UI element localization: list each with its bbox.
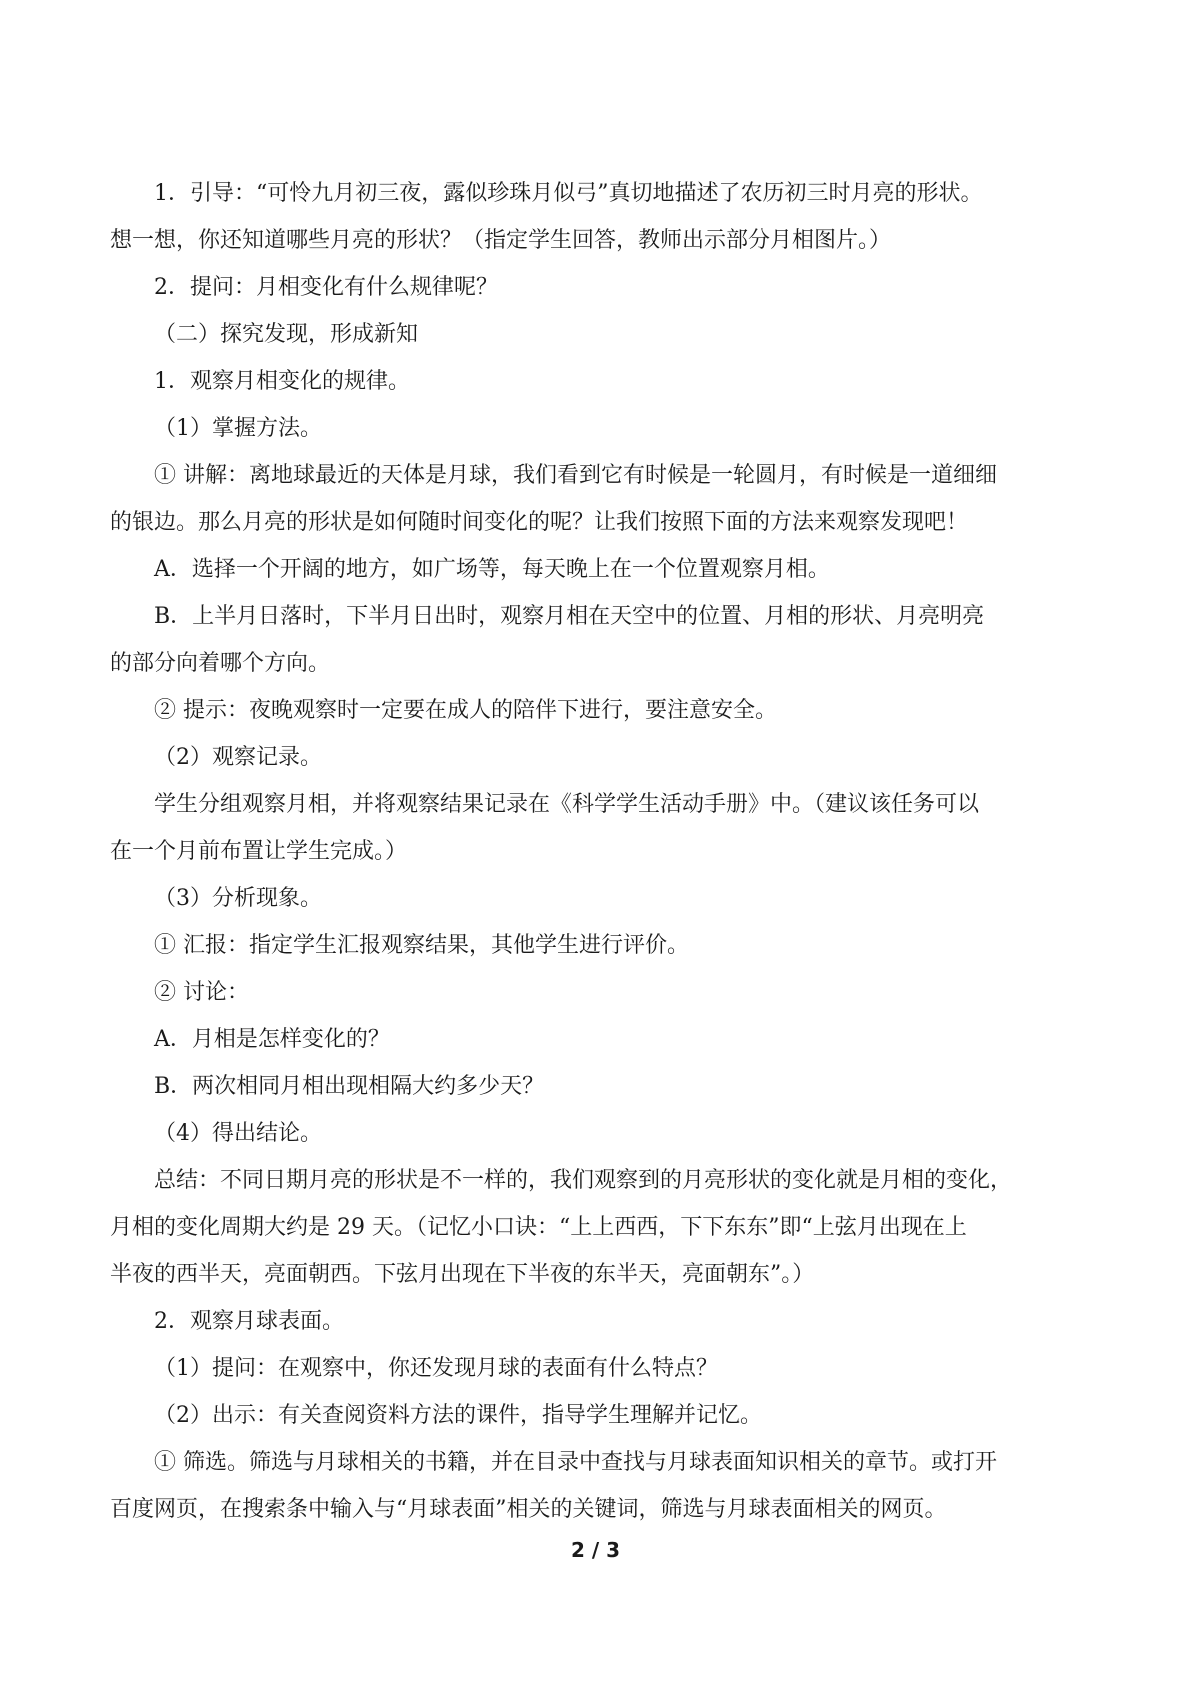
paragraph — [110, 1298, 1085, 1345]
paragraph-line: ② 讨论： — [154, 980, 249, 1005]
paragraph-line: 的部分向着哪个方向。 — [110, 651, 331, 676]
paragraph — [110, 1439, 1085, 1533]
paragraph-line: ① 讲解：离地球最近的天体是月球，我们看到它有时候是一轮圆月，有时候是一道细细 — [154, 463, 997, 488]
paragraph-line: （2）出示：有关查阅资料方法的课件，指导学生理解并记忆。 — [154, 1403, 762, 1428]
paragraph — [110, 1345, 1085, 1392]
paragraph — [110, 170, 1085, 264]
paragraph-line: B．两次相同月相出现相隔大约多少天？ — [154, 1074, 545, 1099]
paragraph — [110, 593, 1085, 687]
paragraph — [110, 1157, 1085, 1298]
paragraph-line: （二）探究发现，形成新知 — [154, 322, 419, 347]
paragraph — [110, 687, 1085, 734]
paragraph — [110, 969, 1085, 1016]
paragraph-line: A．选择一个开阔的地方，如广场等，每天晚上在一个位置观察月相。 — [154, 557, 830, 582]
paragraph-line: （1）提问：在观察中，你还发现月球的表面有什么特点？ — [154, 1356, 718, 1381]
paragraph-line: B．上半月日落时，下半月日出时，观察月相在天空中的位置、月相的形状、月亮明亮 — [154, 604, 985, 629]
document-body — [110, 170, 1085, 1533]
paragraph-line: （1）掌握方法。 — [154, 416, 322, 441]
paragraph-line: 学生分组观察月相，并将观察结果记录在《科学学生活动手册》中。（建议该任务可以 — [154, 792, 980, 817]
paragraph — [110, 922, 1085, 969]
paragraph-line: ① 筛选。筛选与月球相关的书籍，并在目录中查找与月球表面知识相关的章节。或打开 — [154, 1450, 997, 1475]
paragraph — [110, 452, 1085, 546]
paragraph-line: ① 汇报：指定学生汇报观察结果，其他学生进行评价。 — [154, 933, 689, 958]
paragraph — [110, 405, 1085, 452]
paragraph-line: 月相的变化周期大约是 29 天。（记忆小口诀：“上上西西，下下东东”即“上弦月出现在上 — [110, 1215, 967, 1240]
paragraph-line: 想一想，你还知道哪些月亮的形状？（指定学生回答，教师出示部分月相图片。） — [110, 228, 892, 253]
paragraph — [110, 1392, 1085, 1439]
paragraph-line: 2．观察月球表面。 — [154, 1309, 344, 1334]
paragraph — [110, 358, 1085, 405]
paragraph — [110, 734, 1085, 781]
paragraph-line: 1．观察月相变化的规律。 — [154, 369, 410, 394]
paragraph — [110, 311, 1085, 358]
paragraph-line: 总结：不同日期月亮的形状是不一样的，我们观察到的月亮形状的变化就是月相的变化， — [154, 1168, 1013, 1193]
paragraph-line: 1．引导：“可怜九月初三夜，露似珍珠月似弓”真切地描述了农历初三时月亮的形状。 — [154, 181, 983, 206]
paragraph-line: A．月相是怎样变化的？ — [154, 1027, 390, 1052]
paragraph-line: 在一个月前布置让学生完成。） — [110, 839, 408, 864]
paragraph — [110, 781, 1085, 875]
paragraph — [110, 1016, 1085, 1063]
paragraph — [110, 1063, 1085, 1110]
paragraph-line: ② 提示：夜晚观察时一定要在成人的陪伴下进行，要注意安全。 — [154, 698, 777, 723]
paragraph-line: （4）得出结论。 — [154, 1121, 322, 1146]
paragraph-line: 的银边。那么月亮的形状是如何随时间变化的呢？让我们按照下面的方法来观察发现吧！ — [110, 510, 969, 535]
paragraph — [110, 875, 1085, 922]
paragraph — [110, 264, 1085, 311]
paragraph-line: （2）观察记录。 — [154, 745, 322, 770]
paragraph — [110, 546, 1085, 593]
paragraph — [110, 1110, 1085, 1157]
paragraph-line: （3）分析现象。 — [154, 886, 322, 911]
page-number: 2 / 3 — [570, 1538, 621, 1562]
paragraph-line: 百度网页，在搜索条中输入与“月球表面”相关的关键词，筛选与月球表面相关的网页。 — [110, 1497, 947, 1522]
paragraph-line: 2．提问：月相变化有什么规律呢？ — [154, 275, 498, 300]
paragraph-line: 半夜的西半天，亮面朝西。下弦月出现在下半夜的东半天，亮面朝东”。） — [110, 1262, 815, 1287]
